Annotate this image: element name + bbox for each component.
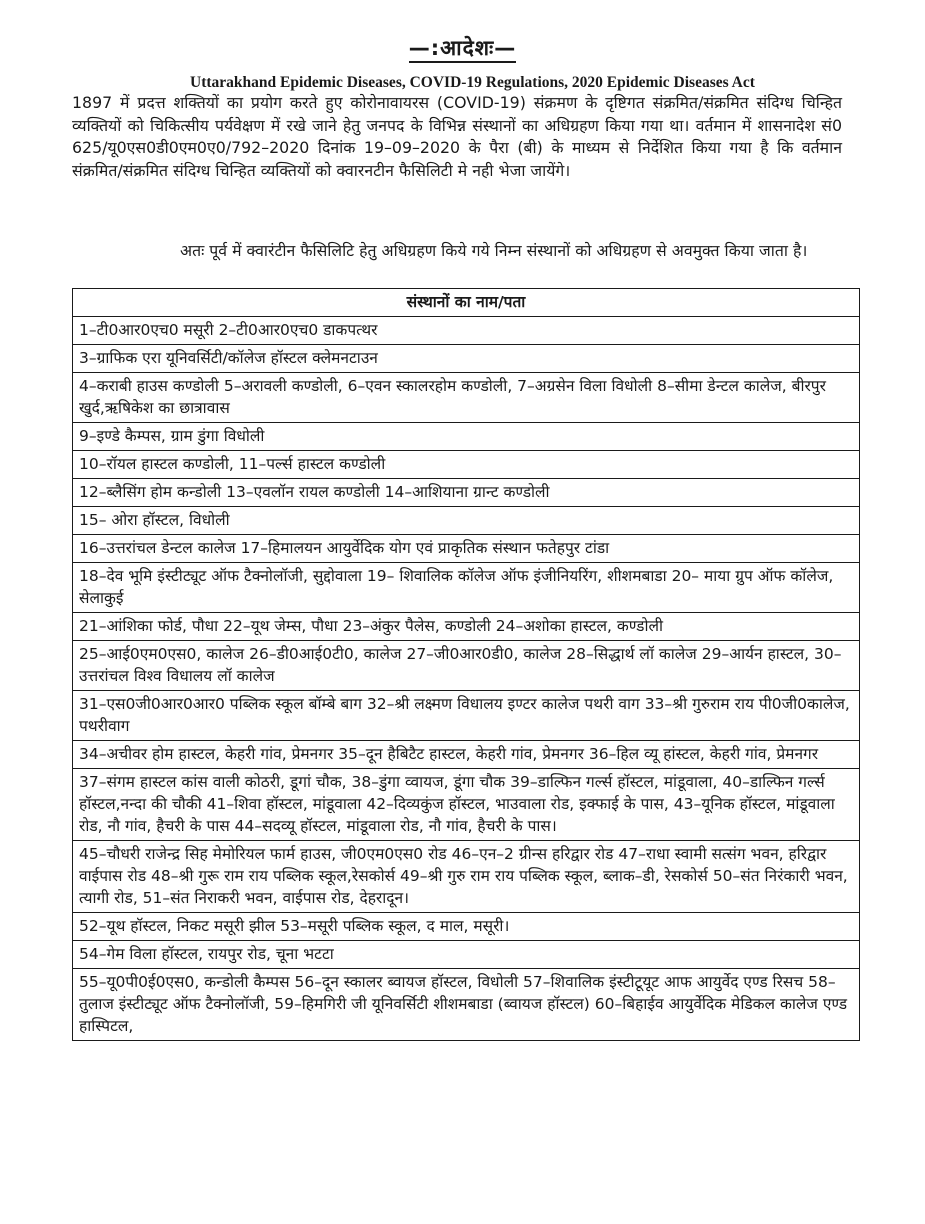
table-cell: 54–गेम विला हॉस्टल, रायपुर रोड, चूना भटटा [73, 941, 860, 969]
table-row [73, 507, 860, 535]
institutions-table [72, 288, 860, 1041]
table-cell: 37–संगम हास्टल कांस वाली कोठरी, डूगां चौक, 38–डुंगा व्वायज, डूंगा चौक 39–डाल्फिन गर्ल्स हॉस्टल, मांडूवाला, 40–डाल्फिन गर्ल्स हॉस्टल,नन्दा की चौकी 41–शिवा हॉस्टल, मांडूवाला 42–दिव्यकुंज हॉस्टल, भाउवाला रोड, इक्फाई के पास, 43–यूनिक हॉस्टल, मांडूवाला रोड, नौ गांव, हैचरी के पास 44–सदव्यू हॉस्टल, मांडूवाला रोड, नौ गांव, हैचरी के पास। [73, 769, 860, 841]
order-heading-text: —:आदेशः— [409, 36, 517, 63]
table-cell: 21–आंशिका फोर्ड, पौधा 22–यूथ जेम्स, पौधा 23–अंकुर पैलेस, कण्डोली 24–अशोका हास्टल, कण्डोली [73, 613, 860, 641]
table-cell: 45–चौधरी राजेन्द्र सिह मेमोरियल फार्म हाउस, जी0एम0एस0 रोड 46–एन–2 ग्रीन्स हरिद्वार रोड 47–राधा स्वामी सत्संग भवन, हरिद्वार वाईपास रोड 48–श्री गुरू राम राय पब्लिक स्कूल,रेसकोर्स 49–श्री गुरु राम राय पब्लिक स्कूल, ब्लाक–डी, रेसकोर्स 50–संत निरंकारी भवन, त्यागी रोड, 51–संत निराकरी भवन, वाईपास रोड, देहरादून। [73, 841, 860, 913]
act-reference-line: Uttarakhand Epidemic Diseases, COVID-19 Regulations, 2020 Epidemic Diseases Act [190, 74, 755, 91]
table-cell: 18–देव भूमि इंस्टीट्यूट ऑफ टैक्नोलॉजी, सुद्दोवाला 19– शिवालिक कॉलेज ऑफ इंजीनियरिंग, शीशमबाडा 20– माया ग्रुप ऑफ कॉलेज, सेलाकुई [73, 563, 860, 613]
table-row [73, 613, 860, 641]
table-row [73, 969, 860, 1041]
order-heading [0, 34, 925, 62]
table-row [73, 451, 860, 479]
table-row [73, 769, 860, 841]
table-row [73, 913, 860, 941]
order-paragraph-2: अतः पूर्व में क्वारंटीन फैसिलिटि हेतु अधिग्रहण किये गये निम्न संस्थानों को अधिग्रहण से अवमुक्त किया जाता है। [180, 241, 808, 260]
table-row [73, 345, 860, 373]
table-cell: 1–टी0आर0एच0 मसूरी 2–टी0आर0एच0 डाकपत्थर [73, 317, 860, 345]
table-row [73, 941, 860, 969]
table-row [73, 373, 860, 423]
table-cell: 55–यू0पी0ई0एस0, कन्डोली कैम्पस 56–दून स्कालर ब्वायज हॉस्टल, विधोली 57–शिवालिक इंस्टीटूयूट आफ आयुर्वेद एण्ड रिसच 58–तुलाज इंस्टीट्यूट ऑफ टैक्नोलॉजी, 59–हिमगिरी जी यूनिवर्सिटी शीशमबाडा (ब्वायज हॉस्टल) 60–बिहाईव आयुर्वेदिक मेडिकल कालेज एण्ड हास्पिटल, [73, 969, 860, 1041]
table-cell: 52–यूथ हॉस्टल, निकट मसूरी झील 53–मसूरी पब्लिक स्कूल, द माल, मसूरी। [73, 913, 860, 941]
table-row [73, 317, 860, 345]
table-row [73, 741, 860, 769]
table-row [73, 423, 860, 451]
table-cell: 15– ओरा हॉस्टल, विधोली [73, 507, 860, 535]
table-cell: 34–अचीवर होम हास्टल, केहरी गांव, प्रेमनगर 35–दून हैबिटैट हास्टल, केहरी गांव, प्रेमनगर 36–हिल व्यू हांस्टल, केहरी गांव, प्रेमनगर [73, 741, 860, 769]
table-row [73, 641, 860, 691]
table-cell: 16–उत्तरांचल डेन्टल कालेज 17–हिमालयन आयुर्वेदिक योग एवं प्राकृतिक संस्थान फतेहपुर टांडा [73, 535, 860, 563]
table-cell: 31–एस0जी0आर0आर0 पब्लिक स्कूल बॉम्बे बाग 32–श्री लक्ष्मण विधालय इण्टर कालेज पथरी वाग 33–श्री गुरुराम राय पी0जी0कालेज, पथरीवाग [73, 691, 860, 741]
table-cell: 10–रॉयल हास्टल कण्डोली, 11–पर्ल्स हास्टल कण्डोली [73, 451, 860, 479]
table-row [73, 563, 860, 613]
table-cell: 3–ग्राफिक एरा यूनिवर्सिटी/कॉलेज हॉस्टल क्लेमनटाउन [73, 345, 860, 373]
table-header: संस्थानों का नाम/पता [73, 289, 860, 317]
table-cell: 12–ब्लैसिंग होम कन्डोली 13–एवलॉन रायल कण्डोली 14–आशियाना ग्रान्ट कण्डोली [73, 479, 860, 507]
table-row [73, 535, 860, 563]
table-cell: 4–कराबी हाउस कण्डोली 5–अरावली कण्डोली, 6–एवन स्कालरहोम कण्डोली, 7–अग्रसेन विला विधोली 8–सीमा डेन्टल कालेज, बीरपुर खुर्द,ऋषिकेश का छात्रावास [73, 373, 860, 423]
table-header-row [73, 289, 860, 317]
order-paragraph-1: 1897 में प्रदत्त शक्तियों का प्रयोग करते हुए कोरोनावायरस (COVID-19) संक्रमण के दृष्टिगत संक्रमित/संक्रमित संदिग्ध चिन्हित व्यक्तियों को चिकित्सीय पर्यवेक्षण में रखे जाने हेतु जनपद के विभिन्न संस्थानों का अधिग्रहण किया गया था। वर्तमान में शासनादेश सं0 625/यू0एस0डी0एम0ए0/792–2020 दिनांक 19–09–2020 के पैरा (बी) के माध्यम से निर्देशित किया गया है कि वर्तमान संक्रमित/संक्रमित संदिग्ध चिन्हित व्यक्तियों को क्वारनटीन फैसिलिटी मे नही भेजा जायेंगे। [72, 93, 842, 180]
table-row [73, 691, 860, 741]
table-cell: 25–आई0एम0एस0, कालेज 26–डी0आई0टी0, कालेज 27–जी0आर0डी0, कालेज 28–सिद्धार्थ लॉ कालेज 29–आर्यन हास्टल, 30–उत्तरांचल विश्व विधालय लॉ कालेज [73, 641, 860, 691]
table-row [73, 479, 860, 507]
table-cell: 9–इण्डे कैम्पस, ग्राम डुंगा विधोली [73, 423, 860, 451]
table-row [73, 841, 860, 913]
